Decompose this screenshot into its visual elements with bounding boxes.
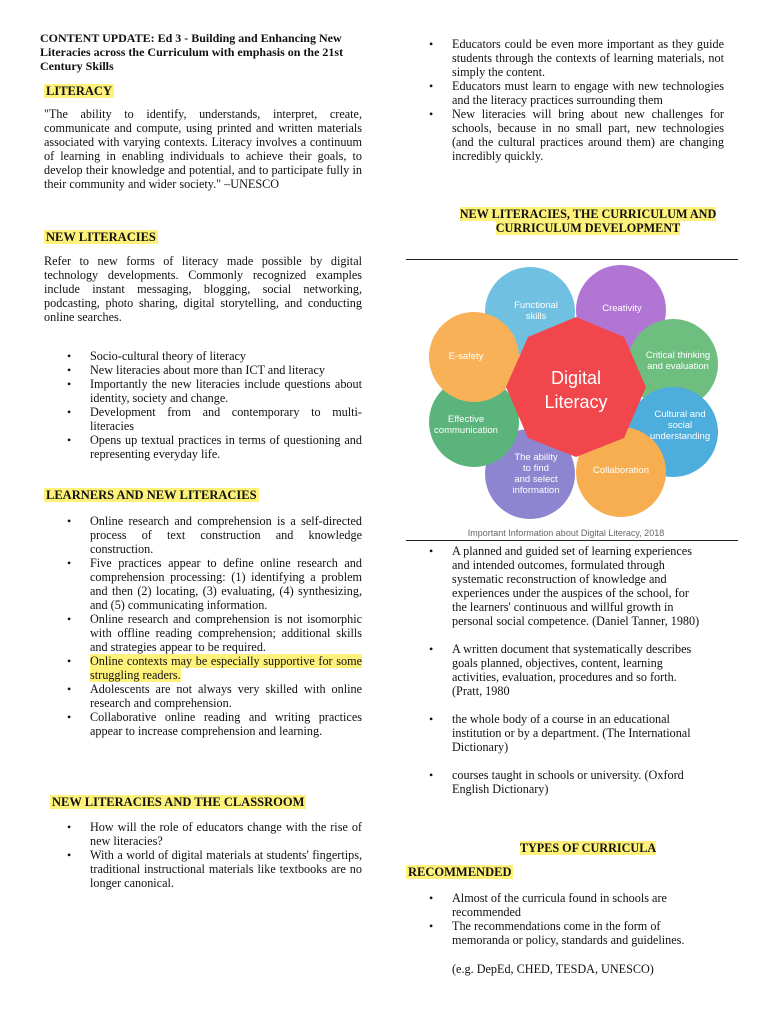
heading-literacy: LITERACY bbox=[46, 84, 112, 98]
list-item-highlighted: • Online contexts may be especially supportive for some struggling readers. bbox=[44, 654, 362, 682]
heading-learners: LEARNERS AND NEW LITERACIES bbox=[46, 488, 257, 502]
document-title: CONTENT UPDATE: Ed 3 - Building and Enhancing New Literacies across the Curriculum with emphasis on the 21st Century Skills bbox=[40, 31, 344, 73]
list-item: • How will the role of educators change with the rise of new literacies? bbox=[44, 820, 362, 848]
recommended-example: (e.g. DepEd, CHED, TESDA, UNESCO) bbox=[452, 962, 654, 976]
heading-curriculum: NEW LITERACIES, THE CURRICULUM AND CURRICULUM DEVELOPMENT bbox=[459, 207, 717, 235]
curriculum-definitions bbox=[406, 544, 706, 796]
petal-label: The ability bbox=[514, 452, 558, 463]
list-item: • Development from and contemporary to multi-literacies bbox=[44, 405, 362, 433]
petal-label: Creativity bbox=[602, 303, 642, 314]
list-item: • Educators must learn to engage with new technologies and the literacy practices surrounding them bbox=[406, 79, 724, 107]
list-item: • Collaborative online reading and writing practices appear to increase comprehension and learning. bbox=[44, 710, 362, 738]
list-item: • Opens up textual practices in terms of questioning and representing everyday life. bbox=[44, 433, 362, 461]
petal-label: E-safety bbox=[448, 351, 484, 362]
heading-new-literacies: NEW LITERACIES bbox=[46, 230, 156, 244]
list-item: • With a world of digital materials at students' fingertips, traditional instructional materials like textbooks are no longer canonical. bbox=[44, 848, 362, 890]
diagram-caption: Important Information about Digital Literacy, 2018 bbox=[467, 528, 665, 538]
new-literacies-list bbox=[44, 349, 362, 461]
petal-label: Critical thinking bbox=[645, 350, 711, 361]
list-item: • Online research and comprehension is a self-directed process of text construction and knowledge construction. bbox=[44, 514, 362, 556]
list-item: • A planned and guided set of learning experiences and intended outcomes, formulated through systematic reconstruction of knowledge and experiences under the auspices of the school, for the learners' continuous and willful growth in personal social competence. (Daniel Tanner, 1980) bbox=[406, 544, 706, 628]
list-item: • A written document that systematically describes goals planned, objectives, content, learning activities, evaluation, procedures and so forth. (Pratt, 1980 bbox=[406, 642, 706, 698]
list-item: • the whole body of a course in an educational institution or by a department. (The International Dictionary) bbox=[406, 712, 706, 754]
list-item: • courses taught in schools or university. (Oxford English Dictionary) bbox=[406, 768, 706, 796]
list-item: • New literacies will bring about new challenges for schools, because in no small part, new technologies (and the cultural practices around them) are changing incredibly quickly. bbox=[406, 107, 724, 163]
educators-list bbox=[406, 37, 724, 163]
center-label-line2: Literacy bbox=[544, 392, 608, 412]
petal-label: and select bbox=[514, 474, 558, 485]
petal-label: information bbox=[512, 485, 560, 496]
petal-label: to find bbox=[523, 463, 549, 474]
literacy-quote: "The ability to identify, understands, interpret, create, communicate and compute, using printed and written materials associated with varying contexts. Literacy involves a continuum of learning in enabling individuals to achieve their goals, to develop their knowledge and potential, and to participate fully in their community and wider society." –UNESCO bbox=[44, 107, 362, 191]
petal-label: Effective bbox=[447, 414, 485, 425]
divider bbox=[406, 540, 738, 541]
petal-label: Cultural and bbox=[654, 409, 706, 420]
heading-recommended: RECOMMENDED bbox=[408, 865, 512, 879]
list-item: • Educators could be even more important as they guide students through the contexts of learning materials, not simply the content. bbox=[406, 37, 724, 79]
recommended-list bbox=[406, 891, 706, 947]
list-item: • Almost of the curricula found in schools are recommended bbox=[406, 891, 706, 919]
list-item: • Adolescents are not always very skilled with online research and comprehension. bbox=[44, 682, 362, 710]
petal-label: Collaboration bbox=[593, 465, 649, 476]
petal-label: understanding bbox=[649, 431, 711, 442]
classroom-list bbox=[44, 820, 362, 890]
heading-types-of-curricula: TYPES OF CURRICULA bbox=[519, 841, 657, 855]
new-literacies-intro: Refer to new forms of literacy made possible by digital technology developments. Commonly recognized examples include instant messaging, blogging, social networking, podcasting, photo sharing, digital storytelling, and conducting online searches. bbox=[44, 254, 362, 324]
list-item: • The recommendations come in the form of memoranda or policy, standards and guidelines. bbox=[406, 919, 706, 947]
center-label-line1: Digital bbox=[550, 368, 602, 388]
list-item: • Online research and comprehension is not isomorphic with offline reading comprehension; additional skills and strategies appear to be required. bbox=[44, 612, 362, 654]
petal-label: communication bbox=[434, 425, 498, 436]
petal-label: social bbox=[667, 420, 693, 431]
divider bbox=[406, 259, 738, 260]
learners-list bbox=[44, 514, 362, 738]
list-item: • Importantly the new literacies include questions about identity, society and change. bbox=[44, 377, 362, 405]
petal-label: skills bbox=[525, 311, 547, 322]
list-item: • New literacies about more than ICT and literacy bbox=[44, 363, 362, 377]
list-item: • Five practices appear to define online research and comprehension processing: (1) identifying a problem and then (2) locating, (3) evaluating, (4) synthesizing, and (5) communicating information. bbox=[44, 556, 362, 612]
list-item: • Socio-cultural theory of literacy bbox=[44, 349, 362, 363]
petal-label: and evaluation bbox=[647, 361, 709, 372]
petal-label: Functional bbox=[514, 300, 558, 311]
digital-literacy-diagram bbox=[406, 262, 738, 540]
heading-classroom: NEW LITERACIES AND THE CLASSROOM bbox=[52, 795, 305, 809]
